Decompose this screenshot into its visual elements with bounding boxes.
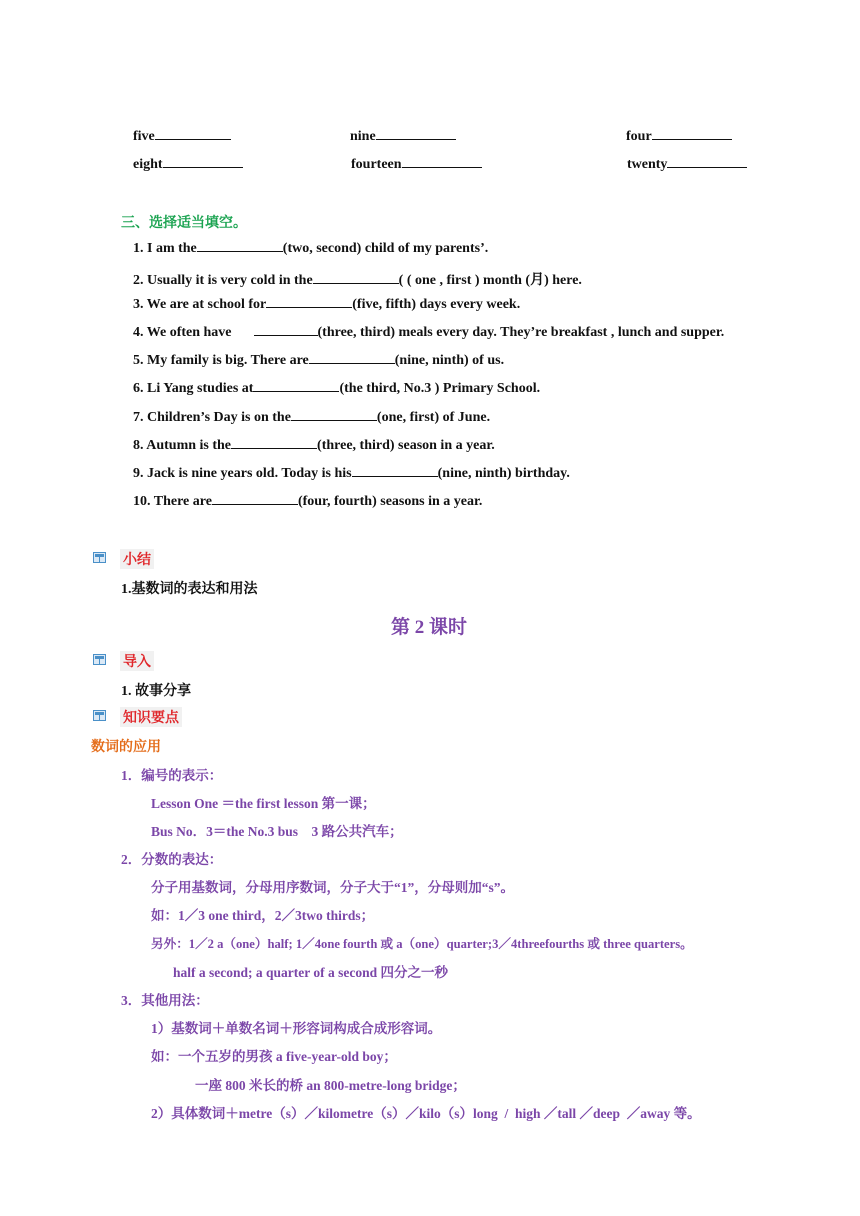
section-heading: 三、选择适当填空。	[121, 216, 247, 231]
knowledge-line: 1．编号的表示：	[121, 768, 223, 783]
book-icon	[93, 552, 106, 563]
question-3: 3. We are at school for (five, fifth) days every week.	[133, 297, 521, 312]
word-eight: eight	[133, 157, 243, 173]
question-8: 8. Autumn is the (three, third) season in a year.	[133, 438, 495, 453]
intro-tag: 导入	[120, 651, 154, 671]
answer-blank[interactable]	[253, 390, 339, 392]
question-1: 1. I am the (two, second) child of my parents’.	[133, 241, 489, 256]
knowledge-line: 如：1／3 one third，2／3two thirds；	[151, 908, 375, 923]
book-icon	[93, 654, 106, 665]
word-twenty: twenty	[627, 157, 747, 173]
answer-blank[interactable]	[402, 166, 482, 168]
knowledge-line: 1）基数词＋单数名词＋形容词构成合成形容词。	[151, 1021, 442, 1036]
answer-blank[interactable]	[352, 475, 438, 477]
question-9: 9. Jack is nine years old. Today is his (nine, ninth) birthday.	[133, 466, 570, 481]
knowledge-line: 一座 800 米长的桥 an 800-metre-long bridge；	[195, 1078, 466, 1093]
answer-blank[interactable]	[266, 306, 352, 308]
answer-blank[interactable]	[652, 138, 732, 140]
answer-blank[interactable]	[376, 138, 456, 140]
question-7: 7. Children’s Day is on the (one, first) of June.	[133, 410, 491, 425]
knowledge-line: 如：一个五岁的男孩 a five-year-old boy；	[151, 1049, 397, 1064]
answer-blank[interactable]	[309, 362, 395, 364]
summary-line: 1.基数词的表达和用法	[121, 582, 258, 597]
knowledge-line: 2．分数的表达：	[121, 852, 223, 867]
knowledge-line: Bus No．3＝the No.3 bus 3 路公共汽车；	[151, 824, 403, 839]
answer-blank[interactable]	[254, 334, 318, 336]
knowledge-line: 3．其他用法：	[121, 993, 209, 1008]
knowledge-subtitle: 数词的应用	[91, 740, 161, 755]
answer-blank[interactable]	[197, 250, 283, 252]
lesson-title: 第 2 课时	[391, 617, 468, 638]
answer-blank[interactable]	[291, 419, 377, 421]
question-6: 6. Li Yang studies at (the third, No.3 ) Primary School.	[133, 381, 541, 396]
question-5: 5. My family is big. There are (nine, ninth) of us.	[133, 353, 505, 368]
word-fourteen: fourteen	[351, 157, 482, 173]
knowledge-line: 另外：1／2 a（one）half; 1／4one fourth 或 a（one）quarter;3／4threefourths 或 three quarters。	[151, 937, 693, 951]
answer-blank[interactable]	[667, 166, 747, 168]
book-icon	[93, 710, 106, 721]
knowledge-tag: 知识要点	[120, 707, 182, 727]
summary-tag: 小结	[120, 549, 154, 569]
question-2: 2. Usually it is very cold in the ( ( one , first ) month (月) here.	[133, 273, 582, 288]
answer-blank[interactable]	[212, 503, 298, 505]
word-four: four	[626, 129, 732, 145]
answer-blank[interactable]	[313, 282, 399, 284]
knowledge-line: half a second; a quarter of a second 四分之一秒	[173, 965, 448, 980]
word-nine: nine	[350, 129, 456, 145]
knowledge-line: 分子用基数词，分母用序数词，分子大于“1”，分母则加“s”。	[151, 880, 515, 895]
knowledge-line: Lesson One ＝the first lesson 第一课；	[151, 796, 376, 811]
question-4: 4. We often have (three, third) meals every day. They’re breakfast , lunch and supper.	[133, 325, 725, 340]
answer-blank[interactable]	[163, 166, 243, 168]
word-five: five	[133, 129, 231, 145]
intro-line: 1. 故事分享	[121, 684, 191, 699]
knowledge-line: 2）具体数词＋metre（s）／kilometre（s）／kilo（s）long / high ／tall ／deep ／away 等。	[151, 1106, 701, 1121]
answer-blank[interactable]	[155, 138, 231, 140]
question-10: 10. There are (four, fourth) seasons in a year.	[133, 494, 483, 509]
answer-blank[interactable]	[231, 447, 317, 449]
